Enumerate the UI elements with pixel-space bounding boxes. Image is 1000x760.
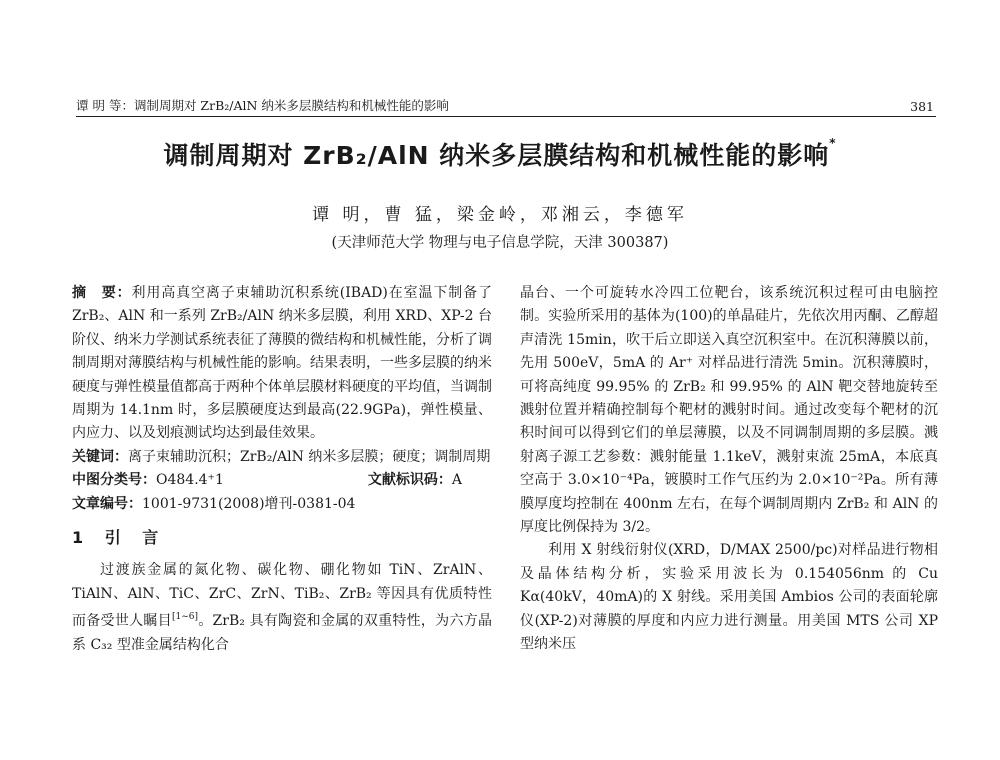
page-number: 381	[910, 99, 934, 114]
clc-label: 中图分类号：	[72, 472, 156, 489]
section-number: 1	[72, 528, 92, 548]
abstract-label: 摘 要：	[72, 285, 132, 301]
intro-text-continued: 。ZrB₂ 具有陶瓷和金属的双重特性，为六方晶系 C₃₂ 型准金属结构化合	[72, 613, 493, 653]
clc-value: O484.4⁺1	[156, 472, 224, 489]
article-label: 文章编号：	[72, 495, 142, 512]
keywords	[72, 446, 492, 469]
clc-number	[72, 469, 224, 492]
abstract-text: 利用高真空离子束辅助沉积系统(IBAD)在室温下制备了 ZrB₂、AlN 和一系列 ZrB₂/AlN 纳米多层膜，利用 XRD、XP-2 台阶仪、纳米力学测试系统表征了薄膜的微结构和机械性能，分析了调制周期对薄膜结构与机械性能的影响。结果表明，一些多层膜的纳米硬度与弹性模量值都高于两种个体单层膜材料硬度的平均值，当调制周期为 14.1nm 时，多层膜硬度达到最高(22.9GPa)，弹性模量、内应力、以及划痕测试均达到最佳效果。	[72, 285, 493, 442]
author-list: 谭 明，曹 猛，梁金岭，邓湘云，李德军	[312, 205, 688, 225]
citation: [1~6]	[171, 612, 198, 623]
experiment-paragraph: 晶台、一个可旋转水冷四工位靶台，该系统沉积过程可由电脑控制。实验所采用的基体为(100)的单晶硅片，先依次用丙酮、乙醇超声清洗 15min，吹干后立即送入真空沉积室中。在沉积薄膜以前，先用 500eV，5mA 的 Ar⁺ 对样品进行清洗 5min。沉积薄膜时，可将高纯度 99.95% 的 ZrB₂ 和 99.95% 的 AlN 靶交替地旋转至溅射位置并精确控制每个靶材的溅射时间。通过改变每个靶材的沉积时间可以得到它们的单层薄膜，以及不同调制周期的多层膜。溅射离子源工艺参数：溅射能量 1.1keV，溅射束流 25mA，本底真空高于 3.0×10⁻⁴Pa，镀膜时工作气压约为 2.0×10⁻²Pa。所有薄膜厚度均控制在 400nm 左右，在每个调制周期内 ZrB₂ 和 AlN 的厚度比例保持为 3/2。	[520, 285, 938, 536]
section-title: 引 言	[104, 528, 167, 548]
paper-title	[0, 136, 1000, 172]
keywords-text: 离子束辅助沉积；ZrB₂/AlN 纳米多层膜；硬度；调制周期	[128, 448, 491, 465]
right-column	[520, 282, 938, 657]
affiliation: (天津师范大学 物理与电子信息学院，天津 300387)	[331, 235, 669, 251]
header-rule	[76, 116, 936, 117]
keywords-label: 关键词：	[72, 448, 128, 465]
doc-value: A	[451, 472, 462, 489]
article-value: 1001-9731(2008)增刊-0381-04	[142, 495, 356, 512]
classification-row	[72, 469, 492, 492]
title-text: 调制周期对 ZrB₂/AlN 纳米多层膜结构和机械性能的影响	[163, 141, 830, 170]
abstract	[72, 282, 492, 446]
document-code	[368, 469, 462, 492]
left-column	[72, 282, 492, 657]
characterization-paragraph: 利用 X 射线衍射仪(XRD，D/MAX 2500/pc)对样品进行物相及晶体结构分析，实验采用波长为 0.154056nm 的 Cu Kα(40kV，40mA)的 X 射线。采用美国 Ambios 公司的表面轮廓仪(XP-2)对薄膜的厚度和内应力进行测量。用美国 MTS 公司 XP 型纳米压	[520, 542, 938, 653]
running-header	[76, 96, 934, 114]
doc-label: 文献标识码：	[367, 472, 452, 489]
intro-text: 过渡族金属的氮化物、碳化物、硼化物如 TiN、ZrAlN、TiAlN、AlN、TiC、ZrC、ZrN、TiB₂、ZrB₂ 等因具有优质特性而备受世人瞩目	[72, 562, 492, 630]
title-footnote-mark: *	[829, 136, 837, 150]
article-number	[72, 493, 492, 516]
running-head: 谭 明 等：调制周期对 ZrB₂/AlN 纳米多层膜结构和机械性能的影响	[76, 98, 449, 113]
section-heading	[72, 526, 492, 549]
intro-paragraph	[72, 559, 492, 657]
